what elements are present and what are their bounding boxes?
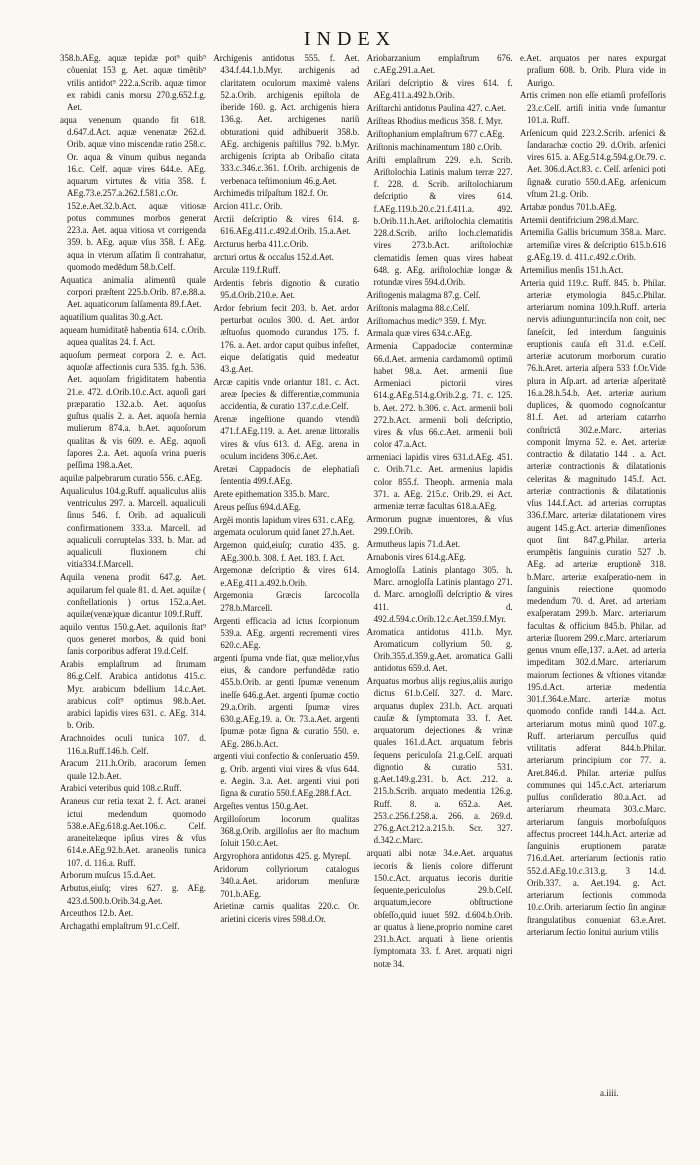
index-entry: Arculæ 119.f.Ruff. [213,264,281,275]
index-entry: Archimedis triſpaſtum 182.f. Or. [213,188,329,199]
index-entry: Aretæi Cappadocis de elephatiaſi ſententia 499.f.AEg. [213,463,360,487]
index-entry: Aquila venena prodit 647.g. Aet. aquilarum fel quale 81. d. Aet. aquilæ ( conſtellationis ) ortus 152.a.Aet. aquilæ(venæ)quæ dicantur 109.f.Ruff. [60,572,206,619]
running-head-title: INDEX [303,28,397,50]
index-entry: Arcæ capitis vnde oriantur 181. c. Act. areæ ſpecies & differentiæ,communia accidentia, & curatio 137.c.d.e.Celf. [213,376,360,412]
index-entry: Arabici veteribus quid 108.c.Ruff. [60,783,182,794]
index-entry: Arnogloſſa Latinis plantago 305. h. Marc. arnogloſſa Latinis plantago 271. d. Marc. arnogloſſi deſcriptio & vires 411. d. 492.d.594.c.Orib.12.c.Aet.359.f.Myr. [366,564,513,624]
index-entry: Aridorum collyriorum catalogus 340.a.Aet. aridorum menſuræ 701.b.AEg. [213,864,360,899]
index-entry: Artemiſius menſis 151.h.Act. [519,264,624,275]
index-entry: Ariſtophanium emplaſtrum 677 c.AEg. [366,128,505,139]
index-entry: Ariſti emplaſtrum 229. e.h. Scrib. Ariſtolochia Latinis malum terræ 227. f. 228. d. Scrib. ariſtolochiarum deſcriptio & vires 614. f.AEg.119.b.20.c.21.f.411.a. 492. b.Orib.11.h.Aet. ariſtolochia clematitis 228.d.Scrib. ariſto loch.clematidis vires 273.b.Act. ariſtolochiæ clematidis ſemen quas vires habeat 648. g. AEg. ariſtolochiæ longæ & rotundæ vires 594.d.Orib. [366,154,513,288]
index-entry: Artemii dentifricium 298.d.Marc. [519,214,640,225]
index-entry: Arenæ ingeſtione quando vtendũ 471.f.AEg.119. a. Aet. arenæ littoralis vires & vſus 613. d. AEg. arena in oculum incidens 306.c.Aet. [213,414,360,461]
index-entry: Artabæ pondus 701.b.AEg. [519,201,617,212]
index-entry: Argenti efficacia ad ictus ſcorpionum 539.a. AEg. argenti recrementi vires 620.c.AEg. [213,615,360,651]
index-entry: Arachnoides oculi tunica 107. d. 116.a.Ruff.146.b. Celf. [60,733,206,756]
index-column-2 [213,52,359,1102]
index-entry: Argilloſorum locorum qualitas 368.g.Orib. argilloſus aer ſto machum ſoluit 150.c.Aet. [213,813,360,849]
index-entry: Araneus cur retia texat 2. f. Act. aranei ictui medendum quomodo 538.e.AEg.618.g.Aet.106.c. Celf. araneitelæque ipſius vires & vſus 614.e.AEg.92.b.Aet. araneolis tunica 107. d. 116.a. Ruff. [60,796,206,868]
index-entry: Aqualiculus 104.g.Ruff. aqualiculus aliis ventriculus 297. a. Marcell. aqualiculi ſinus 546. f. Orib. ad aqualiculi confirmationem 333.a. Marcell. ad aqualiculi corruptelas 333. b. Mar. ad aqualiculi fluxionem chi vitia334.f.Marcell. [60,485,206,570]
index-entry: Argeſtes ventus 150.g.Aet. [213,801,309,812]
index-entry: Ariobarzanium emplaſtrum 676. c.AEg.291.a.Aet. [366,53,513,76]
index-entry: Armenia Cappadociæ conterminæ 66.d.Aet. armenia cardamomũ optimũ habet 98.a. Aet. armenii ſiue Armeniaci pictorii vires 614.g.AEg.514.g.Orib.2.g. 71. c. 125. b. Aet. 272. b.306. c. Act. armenii boli 272.b.Act. armenii boli deſcriptio, vires & vſus 66.c.Aet. armenii boli color 47.a.Act. [366,341,513,450]
index-entry: Arabis emplaſtrum ad ſtrumam 86.g.Celf. Arabica antidotus 415.c. Myr. arabicum bdellium 14.c.Aet. arabicus coſt⁹ optimus 98.b.Aet. arabici lapidis vires 631. c. AEg. 314. b. Orib. [60,659,206,731]
index-entry: Artis crimen non eſſe etiamſi profeſſoris 23.c.Celſ. artiſi initia vnde ſumantur 101.a. Ruff. [519,90,666,125]
index-entry: Aquatica animalia alimentũ quale corpori præſtent 225.b.Orib. 87.e.88.a. Aet. aquaticorum ſalſamenta 89.f.Aet. [60,274,206,310]
index-entry: Ariſteas Rhodius medicus 358. f. Myr. [366,116,503,127]
index-columns [60,52,666,1102]
index-entry: Arietinæ carnis qualitas 220.c. Or. arietini ciceris vires 598.d.Or. [213,901,360,924]
index-entry: Arete epithemation 335.b. Marc. [213,488,330,499]
index-entry: Ariſtarchi antidotus Paulina 427. c.Aet. [366,103,506,114]
index-column-3 [367,52,513,1102]
index-entry: Argemon quid,eiuſq; curatio 435. g. AEg.300.b. 308. f. Aet. 183. f. Act. [213,540,360,563]
index-entry: aquoſum permeat corpora 2. e. Act. aquoſæ affectionis cura 535. fg.h. 536. Aet. aquoſam frigiditatem habentia 21.e. 472. d.Orib.10.c.Act. aquoſi gari præparatio 132.a.b. Aet. aquoſus guſtus qualis 2. a. Aet. aquoſa hernia mulierum 874.a. b.Aet. aquoſorum qualitas & vis 609. e. AEg. aquoſi ſapores 2.a. Aet. aquoſa vrina pueris peſſima 198.a.Aet. [60,349,206,471]
index-entry: Ardentis febris dignotio & curatio 95.d.Orib.210.e. Aet. [213,277,360,300]
index-entry: Artemiſia Gallis bricumum 358.a. Marc. artemiſiæ vires & deſcriptio 615.b.616 g.AEg.19. d. 411.c.492.c.Orib. [519,227,666,262]
signature-mark: a.iiii. [600,1088,619,1098]
index-entry: Arborum muſcus 15.d.Aet. [60,870,156,881]
index-entry: Arceuthos 12.b. Aet. [60,908,134,919]
index-entry: argenti viui confectio & conſeruatio 459. g. Orib. argenti viui vires & vſus 644. e. Aegin. 3.a. Aet. argenti viui poti ſigna & curatio 550.f.AEg.288.f.Act. [213,751,360,799]
index-entry: Argemonia Græcis ſarcocolla 278.b.Marcell. [213,590,360,613]
index-entry: Ariſari deſcriptio & vires 614. f. AEg.411.a.492.b.Orib. [366,78,513,101]
index-entry: 358.b.AEg. aquæ tepidæ pot⁹ quib⁹ cõueniat 153 g. Aet. aquæ timẽtib⁹ vtilis antidot⁹ 222.a.Scrib. aquæ timor ex rabidi canis morsu 270.g.652.f.g. Aet. [60,53,206,112]
index-entry: argemata oculorum quid ſanet 27.h.Aet. [213,527,355,538]
index-entry: aqueam humiditatẽ habentia 614. c.Orib. aquea qualitas 24. f. Act. [60,324,206,348]
index-entry: aquilæ palpebrarum curatio 556. c.AEg. [60,473,203,484]
index-entry: Archagathi emplaſtrum 91.c.Celf. [60,921,180,932]
index-entry: Arteria quid 119.c. Ruff. 845. b. Philar. arteriæ etymologia 845.c.Philar. arteriarum nomina 109.h.Ruff. arteria nervis adiunguntur:inciſa non coit, nec ſaneſcit, ſed interdum ſanguinis eruptionis cauſa eſt 31.d. e.Celſ. arteriæ acutorum morborum curatio 76.h.Aret. arteria aſpera 533 f.Or.Vide plura in Aſp.art. ad arteriæ aſperitatẽ 16.a.28.h.54.b. Aet. arteriæ aurium duplices, & quomodo cognoſcantur 81.f. Aet. ad arteriam catarrho conſtrictã 302.e.Marc. arterias componit ſmyrna 52. e. Aet. arteriæ contractio & dilatatio 144 . a. Act. arteriæ contractionis & dilatationis celeritas & magnitudo 145.f. Act. arteriæ contractionis & dilatationis vſus 144.f.Act. ad arterias corruptas 336.f.Marc. arteriæ dilatationem vires augent 145.g.Act. arteriæ dimenſiones quot ſint 847.g.Philar. arteria erumpẽtis ſanguinis curatio 527 .b. AEg. ad arteriæ eruptionẽ 318. b.Marc. arteriæ exaſperatio-nem in ſanguinis reiectione quomodo medendum 70. d. Aret. ad arteriam exaſperatam 299.b. Marc. arteriarum facultas & officium 845.b. Philar. ad arteriæ ſluorem 299.c.Marc. arteriarum genus vnum eſſe,137. a.Aet. ad arteria impeditam 302.d.Marc. arteriarum maiorum ſectiones & vſtiones vitandæ 195.d.Act. arteriæ medentia 301.f.364.e.Marc. arteriæ motus quomodo confide randi 144.a. Act. arteriarum motus minũ quod 107.g. Ruff. arteriarum percuſſus quid vtilitatis adferat 844.b.Philar. arteriarum principium cor 77. a. Aret.846.d. Philar. arteriæ pulſus communes qui 145.c.Act. arteriarum pulſus conſideratio 80.a.Act. ad arteriarum rheumata 303.c.Marc. arteriarum ſanguis morboſuſquos affectus procreet 144.h.Act. arteriæ ad ſanguinis eruptionem paratæ 716.d.Aet. arteriarum ſectionis ratio 552.d.AEg.10.c.313.g. 3 14.d. Orib.337. a. Aet.194. g. Act. arteriarum ſectionis commoda 10.c.Orib. arteriarum ſectio ſin anginæ ſtrangulatibus conueniat 63.e.Aret. arteriarum ſectio ſonitui aurium vtilis [519,277,666,937]
index-entry: Ariſtogenis malagma 87.g. Celſ. [366,289,481,300]
index-entry: Armutheus lapis 71.d.Aet. [366,539,461,550]
index-entry: Ardor febrium fecit 203. b. Aet. ardor perturbat oculos 300. d. Aet. ardor æſtuoſus quomodo curandus 175. f. 176. a. Aet. ardor caput quibus infeſtet, eique deſatigatis quid medeatur 43.g.Aet. [213,302,360,374]
index-entry: aqua venenum quando fit 618. d.647.d.Act. aquæ venenatæ 262.d. Orib. aquæ vino miscendæ ratio 258.c. Or. aqua & vinum quibus neganda 16.c. Celf. aquæ vires 644.e. AEg. aquarum virtutes & vitia 358. f. AEg.73.e.257.a.262.f.581.c.Or. 152.e.Aet.32.b.Act. aquæ vitiosæ potus communes morbos generat 223.a. Aet. aqua vitiosa vt corrigenda 359. b. AEg. aquæ vſus 358. f. AEg. aqua in vterum aſſatim ſi contrahatur, quomodo medēdum 58.b.Celf. [60,114,206,272]
index-entry: Areus peſſus 694.d.AEg. [213,501,301,512]
index-entry: arquati albi notæ 34.e.Aet. arquatus iecoris & lienis colore differunt 150.c.Act. arquatus iecoris duritie ſequente,periculoſus 29.b.Celſ. arquatum,iecore obſtructione obſeſſo,quid iuuet 592. d.604.b.Orib. ar quatus à liene,proprio nomine caret 231.b.Act. arquati à liene orientis ſymptomata 33. f. Aret. arquati nigri notæ 34. [366,848,513,969]
index-entry: Aracum 211.h.Orib. aracorum ſemen quale 12.b.Aet. [60,758,206,781]
index-entry: e.Aet. arquatos per nares expurgat praſium 608. b. Orib. Plura vide in Aurigo. [519,53,666,88]
index-column-4 [520,52,666,1102]
index-entry: Arcturus herba 411.c.Orib. [213,239,309,250]
index-entry: Arſenicum quid 223.2.Scrib. arſenici & ſandarachæ coctio 29. d.Orib. arſenici vires 615. a. AEg.514.g.594.g.Or.79. c. Aet. 306.d.Act.83. c. Celſ. arſenici poti ſigna& curatio 550.d.AEg. arſenicum vſtum 21.g. Orib. [519,127,666,199]
index-entry: Archigenis antidotus 555. f. Aet. 434.f.44.1.b.Myr. archigenis ad claritatem oculorum maximè valens 52.a.Orib. archigenis epiſtola de iberide 160. g. Act. archigenis hiera 136.g. Aet. archigenes nariũ obturationi quid adhibuerit 358.b. AEg. archigenis paſtillus 792. b.Myr. archigenis ſcripta ab Oribaſio citata 333.c.346.c.361. f.Orib. archigenis de verbenaca teſtimonium 46.g.Aet. [213,53,360,186]
index-entry: Arnabonis vires 614.g.AEg. [366,551,466,562]
index-column-1 [60,52,206,1102]
index-entry: Arquatus morbus alijs regius,aliis aurigo dictus 61.b.Celſ. 327. d. Marc. arquatus duplex 231.b. Act. arquati cauſæ & ſymptomata 33. f. Aet. arquatorum dejectiones & vrinæ quales 161.d.Act. arquatum febris ſequens periculoſa 21.g.Celſ. arquati dignotio & curatio 531. g.Aet.149.g.231. b. Act. .212. a. 215.b.Scrib. arquato medentia 126.g. Ruff. 8. a. 652.a. Aet. 253.c.256.f.258.a. 266. a. 269.d. 276.g.Act.212.a.215.b. Scr. 327. d.342.c.Marc. [366,676,513,846]
index-entry: arcturi ortus & occaſus 152.d.Aet. [213,251,334,262]
index-entry: Argemonæ deſcriptio & vires 614. e.AEg.411.a.492.b.Orib. [213,565,360,588]
index-entry: Armala quæ vires 634.c.AEg. [366,328,473,339]
index-entry: Ariſtonis machinamentum 180 c.Orib. [366,141,502,152]
index-entry: Argyrophora antidotus 425. g. Myrepſ. [213,851,351,862]
index-entry: argenti ſpuma vnde fiat, quæ melior,vſus eius, & candore perfundẽdæ ratio 455.b.Orib. ar genti ſpumæ venenum ineſſe 646.g.Aet. argenti ſpumæ coctio 29.a.Orib. argenti ſpumæ vires 630.g.AEg.19. a. Or. 73.a.Aet. argenti ſpumæ potæ ſigna & curatio 550. e. AEg. 286.b.Act. [213,652,360,749]
index-entry: armeniaci lapidis vires 631.d.AEg. 451. c. Orib.71.c. Aet. armenius lapidis color 855.f. Theoph. armenia mala 371. a. AEg. 215.c. Orib.29. ei Act. armeniæ terræ facultas 618.a.AEg. [366,452,513,512]
index-entry: Argẽi montis lapidum vires 631. c.AEg. [213,514,356,525]
index-entry: Aromatica antidotus 411.b. Myr. Aromaticum collyrium 50. g. Orib.355.d.359.g.Aet. aromatica Galli antidotus 659.d. Aet. [366,626,513,674]
index-entry: Ariſtonis malagma 88.c.Celſ. [366,302,470,313]
index-entry: Arbutus,eiuſq; vires 627. g. AEg. 423.d.500.b.Orib.34.g.Aet. [60,883,206,906]
index-entry: Arctii deſcriptio & vires 614. g. 616.AEg.411.c.492.d.Orib. 15.a.Aet. [213,214,360,237]
index-entry: aquatilium qualitas 30.g.Act. [60,312,163,323]
index-entry: aquilo ventus 150.g.Aet. aquilonis ſtat⁹ quos generet morbos, & quid boni ſanis corporibus adferat 19.d.Celf. [60,621,206,657]
index-entry: Ariſtomachus medic⁹ 359. f. Myr. [366,315,487,326]
index-entry: Armorum pugnæ inuentores, & vſus 299.f.Orib. [366,513,513,537]
index-entry: Arcion 411.c. Orib. [213,201,283,212]
